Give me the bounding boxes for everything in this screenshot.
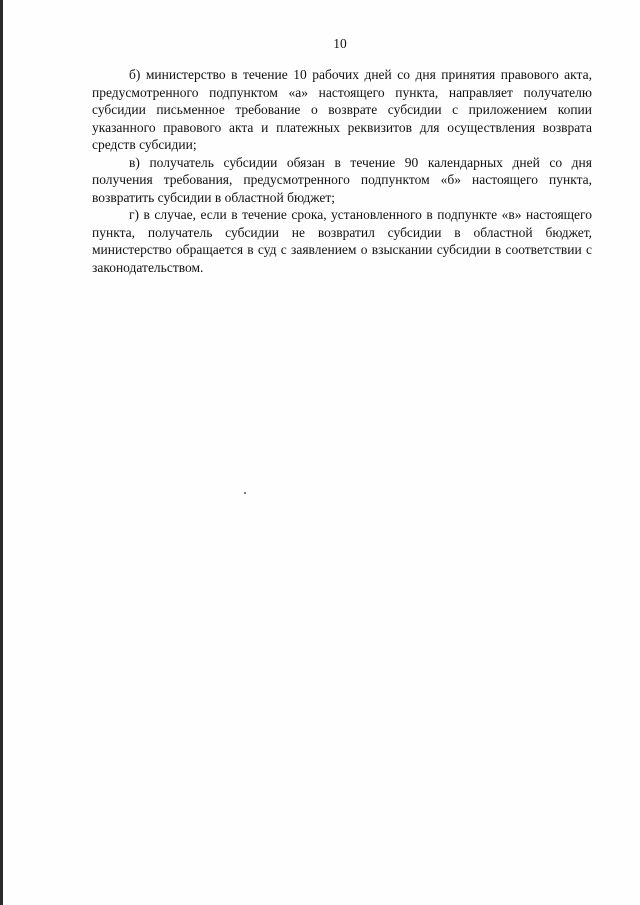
paragraph-g: г) в случае, если в течение срока, установленного в подпункте «в» настоящего пункта, получатель субсидии не возвратил субсидии в областной бюджет, министерство обращается в суд с заявлением о взыскании субсидии в соответствии с законодательством.: [92, 207, 592, 275]
document-body: [92, 66, 592, 276]
page-number: 10: [333, 36, 347, 51]
paragraph-b: б) министерство в течение 10 рабочих дней со дня принятия правового акта, предусмотренного подпунктом «а» настоящего пункта, направляет получателю субсидии письменное требование о возврате субсидии с приложением копии указанного правового акта и платежных реквизитов для осуществления возврата средств субсидии;: [92, 67, 592, 152]
paragraph-v: в) получатель субсидии обязан в течение 90 календарных дней со дня получения требования, предусмотренного подпунктом «б» настоящего пункта, возвратить субсидии в областной бюджет;: [92, 154, 592, 205]
scan-left-edge: [0, 0, 3, 905]
scan-speck: [244, 492, 246, 494]
